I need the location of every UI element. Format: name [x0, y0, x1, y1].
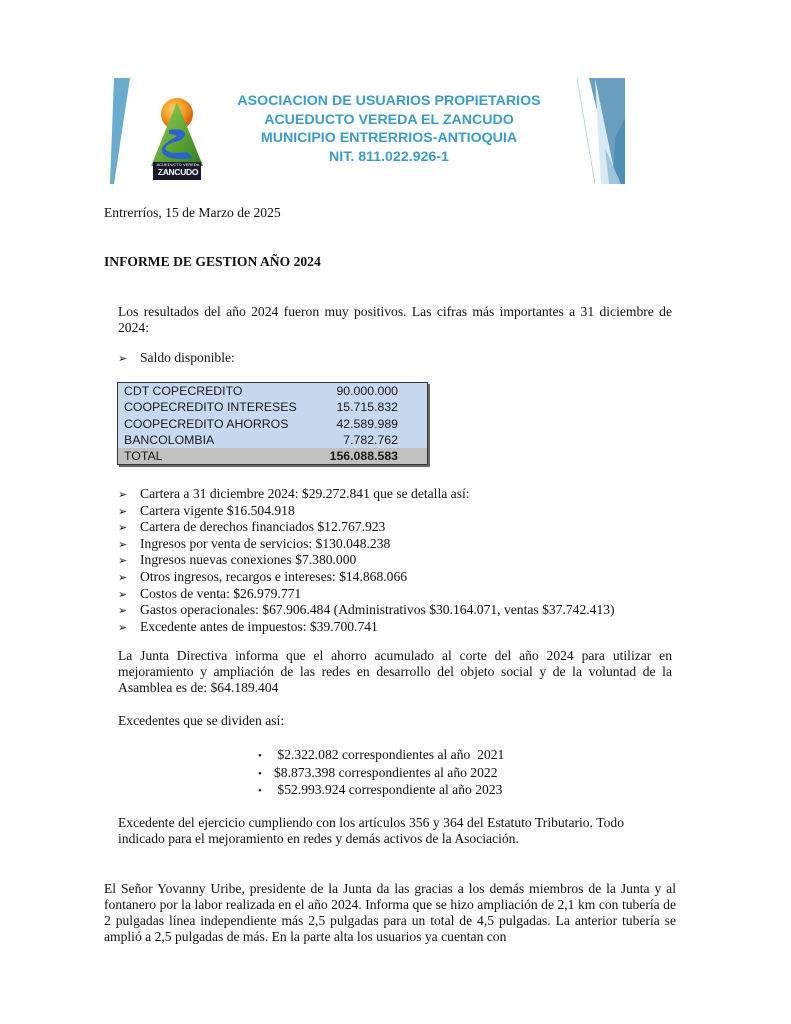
total-value: 156.088.583 — [316, 448, 427, 465]
excedentes-label: Excedentes que se dividen así: — [118, 713, 285, 728]
list-item-text: Costos de venta: $26.979.771 — [140, 585, 302, 601]
list-item-text: Ingresos por venta de servicios: $130.048.238 — [140, 535, 391, 551]
list-item-text: Cartera de derechos financiados $12.767.923 — [140, 519, 386, 535]
account-value: 15.715.832 — [336, 400, 398, 415]
list-item — [118, 619, 615, 636]
list-item — [118, 486, 615, 503]
arrow-bullet-icon: ➢ — [118, 620, 128, 634]
arrow-bullet-icon: ➢ — [118, 352, 128, 365]
arrow-bullet-icon: ➢ — [118, 604, 128, 618]
date-line: Entrerríos, 15 de Marzo de 2025 — [104, 205, 281, 220]
list-item-text: $52.993.924 correspondiente al año 2023 — [274, 782, 503, 797]
list-item-text: $8.873.398 correspondientes al año 2022 — [274, 764, 498, 780]
list-item — [118, 602, 615, 619]
account-name: COOPECREDITO AHORROS — [124, 416, 289, 431]
right-accent-shapes — [577, 78, 627, 184]
balance-table — [117, 382, 428, 465]
logo-caption-main: ZANCUDO — [157, 167, 199, 177]
ejercicio-text: Excedente del ejercicio cumpliendo con los artículos 356 y 364 del Estatuto Tributario. Todo indicado para el mejoramiento en redes y demás activos de la Asociación. — [118, 815, 624, 846]
left-accent-bar — [108, 78, 136, 184]
account-value: 90.000.000 — [336, 384, 398, 398]
report-title: INFORME DE GESTION AÑO 2024 — [104, 254, 321, 269]
arrow-bullet-icon: ➢ — [118, 587, 128, 601]
logo-caption-top: ACUEDUCTO VEREDA — [156, 162, 200, 167]
arrow-bullet-icon: ➢ — [118, 488, 128, 501]
bullet-dot-icon: • — [258, 785, 262, 797]
table-row — [118, 432, 428, 448]
arrow-bullet-icon: ➢ — [118, 521, 128, 535]
table-row — [118, 415, 428, 431]
table-row — [118, 399, 428, 415]
closing-paragraph: El Señor Yovanny Uribe, presidente de la Junta da las gracias a los demás miembros de la Junta y al fontanero por la labor realizada en el año 2024. Informa que se hizo ampliación de 2,1 km con tubería de 2 pulgadas línea independiente más 2,5 pulgadas para un total de 4,5 pulgadas. La anterior tubería se amplió a 2,5 pulgadas de más. En la parte alta los usuarios ya cuentan con — [104, 881, 676, 944]
saldo-bullet — [118, 350, 235, 367]
list-item-text: Excedente antes de impuestos: $39.700.741 — [140, 618, 378, 634]
arrow-bullet-icon: ➢ — [118, 554, 128, 568]
list-item — [258, 781, 504, 799]
list-item — [118, 536, 615, 553]
arrow-bullet-icon: ➢ — [118, 537, 128, 551]
org-line-1: ASOCIACION DE USUARIOS PROPIETARIOS — [237, 93, 541, 109]
org-line-2: ACUEDUCTO VEREDA EL ZANCUDO — [264, 111, 514, 128]
account-name: BANCOLOMBIA — [124, 432, 215, 447]
list-item — [118, 519, 615, 536]
account-value: 42.589.989 — [336, 416, 398, 431]
list-item-text: Cartera vigente $16.504.918 — [140, 502, 295, 518]
list-item — [118, 552, 615, 569]
list-item-text: Gastos operacionales: $67.906.484 (Administrativos $30.164.071, ventas $37.742.413) — [140, 602, 615, 618]
list-item — [118, 569, 615, 586]
list-item-text: Cartera a 31 diciembre 2024: $29.272.841 que se detalla así: — [140, 486, 470, 501]
list-item-text: Otros ingresos, recargos e intereses: $14.868.066 — [140, 568, 408, 584]
list-item — [258, 764, 504, 782]
total-row — [118, 448, 428, 465]
figures-list — [118, 486, 615, 635]
list-item — [118, 503, 615, 520]
junta-paragraph: La Junta Directiva informa que el ahorro acumulado al corte del año 2024 para utilizar en mejoramiento y ampliación de las redes en desarrollo del objeto social y de la voluntad de la Asamblea es de: $64.189.404 — [118, 648, 672, 695]
bullet-dot-icon: • — [258, 750, 262, 762]
table-row — [118, 383, 428, 400]
intro-paragraph: Los resultados del año 2024 fueron muy positivos. Las cifras más importantes a 31 diciembre de 2024: — [118, 304, 672, 335]
list-item — [258, 746, 504, 764]
ejercicio-paragraph — [118, 815, 624, 847]
bullet-dot-icon: • — [258, 767, 262, 780]
arrow-bullet-icon: ➢ — [118, 570, 128, 584]
account-value: 7.782.762 — [343, 432, 398, 447]
saldo-label: Saldo disponible: — [140, 350, 235, 365]
account-name: COOPECREDITO INTERESES — [124, 400, 297, 415]
list-item-text: Ingresos nuevas conexiones $7.380.000 — [140, 552, 357, 568]
account-name: CDT COPECREDITO — [124, 384, 243, 398]
arrow-bullet-icon: ➢ — [118, 504, 128, 518]
total-label: TOTAL — [118, 448, 317, 465]
excedentes-list — [258, 746, 504, 799]
letterhead — [105, 78, 627, 184]
org-line-3: MUNICIPIO ENTRERRIOS-ANTIOQUIA — [260, 130, 518, 146]
organization-name — [213, 92, 565, 166]
list-item-text: $2.322.082 correspondientes al año 2021 — [274, 747, 505, 762]
list-item — [118, 586, 615, 603]
org-nit: NIT. 811.022.926-1 — [329, 148, 449, 165]
